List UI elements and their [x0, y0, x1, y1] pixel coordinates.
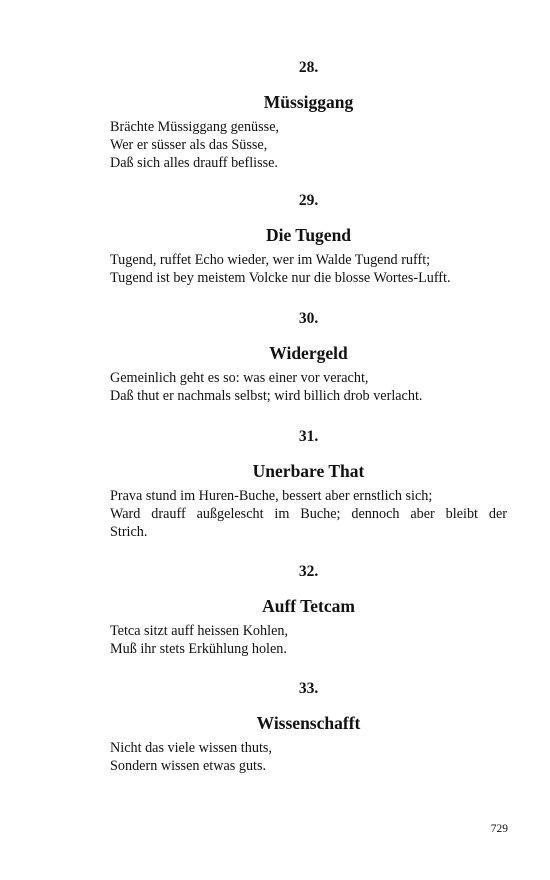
verse-line: Nicht das viele wissen thuts,	[110, 740, 272, 756]
poem-verse	[110, 369, 507, 405]
verse-line: Tugend, ruffet Echo wieder, wer im Walde Tugend rufft;	[110, 252, 431, 268]
poem-verse	[110, 487, 507, 541]
verse-line: Muß ihr stets Erkühlung holen.	[110, 641, 287, 657]
poem-title: Müssiggang	[263, 92, 354, 112]
verse-line: Prava stund im Huren-Buche, bessert aber ernstlich sich;	[110, 488, 433, 504]
poem-32	[110, 562, 507, 658]
poem-number: 32.	[298, 563, 319, 580]
poem-number: 28.	[298, 59, 319, 76]
poem-28	[110, 58, 507, 172]
verse-line: Gemeinlich geht es so: was einer vor veracht,	[110, 370, 369, 386]
verse-line: Tetca sitzt auff heissen Kohlen,	[110, 623, 289, 639]
poem-number: 29.	[298, 192, 319, 209]
poem-title: Auff Tetcam	[262, 596, 355, 616]
verse-line: Wer er süsser als das Süsse,	[110, 137, 268, 153]
poem-number: 33.	[298, 680, 319, 697]
poem-29	[110, 191, 507, 287]
verse-line: Daß thut er nachmals selbst; wird billich drob verlacht.	[110, 388, 423, 404]
verse-line: Tugend ist bey meistem Volcke nur die blosse Wortes-Lufft.	[110, 270, 451, 286]
poem-verse	[110, 118, 507, 172]
verse-line: Daß sich alles drauff beflisse.	[110, 155, 278, 171]
verse-line: Strich.	[110, 524, 148, 540]
poem-title: Wissenschafft	[256, 713, 361, 733]
page-number: 729	[490, 823, 508, 835]
poem-33	[110, 679, 507, 775]
poem-number: 30.	[298, 310, 319, 327]
poem-30	[110, 309, 507, 405]
poem-title: Widergeld	[269, 343, 348, 363]
verse-line: Brächte Müssiggang genüsse,	[110, 119, 280, 135]
poem-title: Die Tugend	[265, 225, 352, 245]
poem-number: 31.	[298, 428, 319, 445]
poem-title: Unerbare That	[252, 461, 365, 481]
verse-line: Ward drauff außgelescht im Buche; dennoch aber bleibt der	[110, 506, 507, 522]
poem-verse	[110, 251, 507, 287]
poem-31	[110, 427, 507, 541]
poem-verse	[110, 622, 507, 658]
poem-verse	[110, 739, 507, 775]
verse-line: Sondern wissen etwas guts.	[110, 758, 267, 774]
